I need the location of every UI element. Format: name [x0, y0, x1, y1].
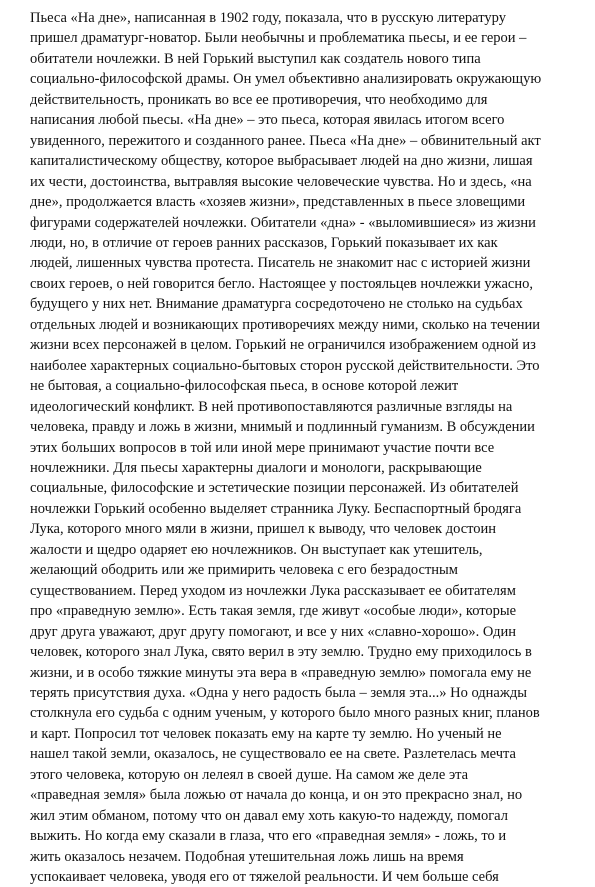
text-line: этого человека, которую он лелеял в своей душе. На самом же деле эта: [30, 766, 469, 783]
text-line: социально-философской драмы. Он умел объективно анализировать окружающую: [30, 71, 542, 88]
text-line: и карт. Попросил тот человек показать ему на карте ту землю. Но ученый не: [30, 725, 502, 742]
text-line: ночлежники. Для пьесы характерны диалоги и монологи, раскрывающие: [30, 459, 482, 476]
text-line: их чести, достоинства, вытравляя высокие человеческие чувства. Но и здесь, «на: [30, 173, 532, 190]
text-line: дне», продолжается власть «хозяев жизни», представленных в пьесе зловещими: [30, 194, 526, 211]
text-line: Пьеса «На дне», написанная в 1902 году, показала, что в русскую литературу: [30, 10, 506, 26]
text-line: своих героев, о ней говорится бегло. Настоящее у постояльцев ночлежки ужасно,: [30, 275, 533, 292]
text-line: желающий ободрить или же примирить человека с его безрадостным: [30, 562, 458, 579]
text-line: выжить. Но когда ему сказали в глаза, что его «праведная земля» - ложь, то и: [30, 828, 507, 845]
text-line: друг друга уважают, друг другу помогают, и все у них «славно-хорошо». Один: [30, 623, 517, 640]
text-line: успокаивает человека, уводя его от тяжелой реальности. И чем больше себя: [30, 869, 499, 886]
text-line: будущего у них нет. Внимание драматурга сосредоточено не столько на судьбах: [30, 296, 523, 313]
text-line: жалости и щедро одаряет ею ночлежников. Он выступает как утешитель,: [30, 541, 483, 558]
text-line: люди, но, в отличие от героев ранних рассказов, Горький показывает их как: [30, 234, 498, 251]
text-line: не бытовая, а социально-философская пьеса, в основе которой лежит: [30, 378, 459, 395]
text-line: обитатели ночлежки. В ней Горький выступил как создатель нового типа: [30, 50, 481, 67]
text-line: действительность, проникать во все ее противоречия, что необходимо для: [30, 91, 488, 108]
essay-text: [30, 8, 590, 887]
text-line: нашел такой земли, оказалось, не существовало ее на свете. Разлетелась мечта: [30, 746, 516, 763]
text-line: человека, правду и ложь в жизни, мнимый и подлинный гуманизм. В обсуждении: [30, 419, 535, 436]
text-line: жизни, и в особо тяжкие минуты эта вера в «праведную землю» помогала ему не: [30, 664, 532, 681]
text-line: «праведная земля» была ложью от начала до конца, и он это прекрасно знал, но: [30, 787, 523, 804]
text-line: социальные, философские и эстетические позиции персонажей. Из обитателей: [30, 480, 519, 497]
text-line: жить оказалось незачем. Подобная утешительная ложь лишь на время: [30, 848, 464, 865]
text-line: увиденного, пережитого и созданного ранее. Пьеса «На дне» – обвинительный акт: [30, 132, 541, 149]
text-line: написания любой пьесы. «На дне» – это пьеса, которая явилась итогом всего: [30, 112, 505, 129]
text-line: Лука, которого много мяли в жизни, пришел к выводу, что человек достоин: [30, 521, 497, 538]
text-line: пришел драматург-новатор. Были необычны и проблематика пьесы, и ее герои –: [30, 30, 527, 47]
text-line: столкнула его судьба с одним ученым, у которого было много разных книг, планов: [30, 705, 540, 722]
text-line: людей, лишенных чувства протеста. Писатель не знакомит нас с историей жизни: [30, 255, 531, 272]
text-line: человек, которого знал Лука, свято верил в эту землю. Трудно ему приходилось в: [30, 644, 532, 661]
text-line: наиболее характерных социально-бытовых сторон русской действительности. Это: [30, 357, 540, 374]
text-line: ночлежки Горький особенно выделяет странника Луку. Беспаспортный бродяга: [30, 500, 522, 517]
text-line: жил этим обманом, потому что он давал ему хоть какую-то надежду, помогал: [30, 807, 508, 824]
text-line: фигурами содержателей ночлежки. Обитатели «дна» - «выломившиеся» из жизни: [30, 214, 536, 231]
text-line: отдельных людей и возникающих противоречиях между ними, сколько на течении: [30, 316, 541, 333]
text-line: жизни всех персонажей в целом. Горький не ограничился изображением одной из: [30, 337, 536, 354]
text-line: существованием. Перед уходом из ночлежки Лука рассказывает ее обитателям: [30, 582, 516, 599]
text-line: идеологический конфликт. В ней противопоставляются различные взгляды на: [30, 398, 513, 415]
text-line: про «праведную землю». Есть такая земля, где живут «особые люди», которые: [30, 603, 517, 620]
text-line: этих больших вопросов в той или иной мере принимают участие почти все: [30, 439, 495, 456]
text-line: терять присутствия духа. «Одна у него радость была – земля эта...» Но однажды: [30, 684, 528, 701]
text-line: капиталистическому обществу, которое выбрасывает людей на дно жизни, лишая: [30, 153, 533, 170]
